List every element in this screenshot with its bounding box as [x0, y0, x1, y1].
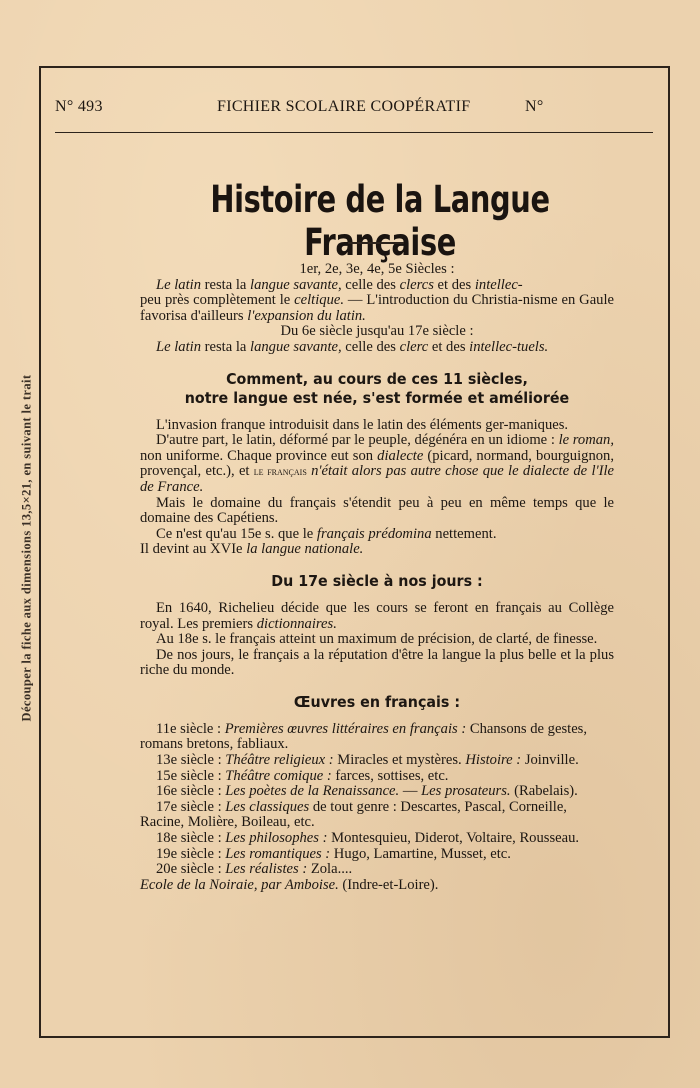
intro-centuries [140, 262, 614, 278]
term: le roman, [558, 432, 614, 449]
genre: Les prosateurs. [421, 783, 511, 800]
origins-paragraph-2 [140, 433, 614, 495]
term: langue savante, [250, 338, 342, 355]
text: resta la [201, 276, 251, 293]
page-title: Histoire de la Langue Française [210, 178, 550, 264]
title-underline [348, 242, 404, 244]
list-item [140, 722, 614, 753]
term: dialecte [377, 447, 424, 464]
genre: Les poètes de la Renaissance. [225, 783, 400, 800]
school-location: (Indre-et-Loire). [338, 876, 439, 893]
text: resta la [201, 338, 251, 355]
century: 13e siècle : [156, 752, 226, 769]
text: et des [433, 276, 475, 293]
term: clerc [399, 338, 429, 355]
century: 16e siècle : [156, 783, 226, 800]
term: langue savante, [250, 276, 342, 293]
century: 11e siècle : [156, 720, 225, 737]
works-list [140, 722, 614, 894]
origins-paragraph-1: L'invasion franque introduisit dans le latin des éléments ger-maniques. [156, 416, 569, 433]
list-item [140, 784, 614, 800]
list-item [140, 831, 614, 847]
text: nettement. [431, 525, 497, 542]
term: intellec- [474, 276, 523, 293]
term: n'était alors pas autre chose que le dialecte de l'Ile de France. [140, 463, 615, 495]
works: (Rabelais). [510, 783, 578, 800]
heading-line: Comment, au cours de ces 11 siècles, [226, 369, 528, 388]
section-heading-origins [159, 370, 595, 408]
origins-paragraph-3: Mais le domaine du français s'étendit peu à peu en même temps que le domaine des Capétiens. [140, 494, 614, 527]
card-content [140, 262, 614, 893]
text: non uniforme. Chaque province eut son [140, 447, 378, 464]
origins-paragraph-4 [140, 527, 614, 543]
list-item [140, 800, 614, 831]
term: clercs [399, 276, 434, 293]
works: Hugo, Lamartine, Musset, etc. [330, 845, 511, 862]
header [55, 94, 655, 122]
heading-line: notre langue est née, s'est formée et améliorée [184, 388, 570, 407]
works: — [399, 783, 422, 800]
intro-centuries-2 [140, 324, 614, 340]
century: 15e siècle : [156, 767, 226, 784]
term: français prédomina [316, 525, 432, 542]
school-name: Ecole de la Noiraie, par Amboise. [140, 876, 339, 893]
works: Montesquieu, Diderot, Voltaire, Rousseau. [327, 830, 580, 847]
intro-paragraph-2 [140, 293, 614, 324]
cut-instruction-text: Découper la fiche aux dimensions 13,5×21, en suivant le trait [19, 374, 34, 722]
works: Joinville. [521, 752, 579, 769]
term: intellec-tuels. [469, 338, 549, 355]
small-caps: le français [253, 464, 307, 479]
section-heading-modern: Du 17e siècle à nos jours : [271, 571, 483, 590]
card-number-blank: N° [525, 98, 544, 115]
century: 18e siècle : [156, 830, 226, 847]
works: Miracles et mystères. [333, 752, 466, 769]
header-rule [55, 132, 653, 133]
genre: Théâtre comique : [225, 767, 332, 784]
modern-paragraph-2: Au 18e s. le français atteint un maximum de précision, de clarté, de finesse. [156, 631, 598, 648]
text: peu près complètement le [140, 292, 295, 309]
text: et des [428, 338, 470, 355]
text: — L'introduction du Christia-nisme en Gaule favorisa d'ailleurs [140, 292, 614, 324]
century: 19e siècle : [156, 845, 226, 862]
works: Zola.... [307, 861, 353, 878]
genre: Histoire : [465, 752, 522, 769]
term-latin: Le latin [156, 276, 201, 293]
card-number: N° 493 [55, 98, 103, 115]
genre: Les classiques [225, 798, 310, 815]
century: 20e siècle : [156, 861, 226, 878]
text: Il devint au XVIe [140, 541, 247, 558]
list-item [140, 753, 614, 769]
intro-centuries-text: 1er, 2e, 3e, 4e, 5e Siècles : [299, 261, 455, 277]
list-item [140, 769, 614, 785]
term: celtique. [294, 292, 345, 309]
term: la langue nationale. [246, 541, 364, 558]
text: celle des [341, 276, 400, 293]
genre: Les réalistes : [225, 861, 308, 878]
collection-title: FICHIER SCOLAIRE COOPÉRATIF [217, 98, 471, 115]
works: Chansons de gestes, romans bretons, fabliaux. [140, 720, 587, 753]
list-item [140, 862, 614, 878]
term: dictionnaires. [256, 615, 337, 632]
text: Ce n'est qu'au 15e s. que le [156, 525, 317, 542]
section-heading-works: Œuvres en français : [293, 692, 461, 711]
century: 17e siècle : [156, 798, 226, 815]
term: Le latin [156, 338, 201, 355]
works: farces, sottises, etc. [331, 767, 449, 784]
term: l'expansion du latin. [247, 307, 366, 324]
genre: Les romantiques : [225, 845, 331, 862]
modern-paragraph-3: De nos jours, le français a la réputation d'être la langue la plus belle et la plus riche du monde. [140, 646, 614, 679]
signature [140, 878, 614, 894]
genre: Les philosophes : [225, 830, 328, 847]
intro-paragraph-3 [140, 340, 614, 356]
text: D'autre part, le latin, déformé par le peuple, dégénéra en un idiome : [156, 432, 559, 449]
intro-centuries-2-text: Du 6e siècle jusqu'au 17e siècle : [280, 323, 474, 340]
text: En 1640, Richelieu décide que les cours se feront en français au Collège royal. Les premiers [140, 599, 614, 632]
origins-paragraph-5 [140, 542, 614, 558]
works: de tout genre : Descartes, Pascal, Corneille, Racine, Molière, Boileau, etc. [140, 798, 567, 831]
intro-paragraph-1 [140, 278, 614, 294]
genre: Théâtre religieux : [225, 752, 334, 769]
modern-paragraph-1 [140, 601, 614, 632]
text: celle des [341, 338, 400, 355]
genre: Premières œuvres littéraires en français : [224, 720, 467, 737]
list-item [140, 847, 614, 863]
text: (picard, normand, bourguignon, provençal, etc.), et [140, 447, 614, 480]
